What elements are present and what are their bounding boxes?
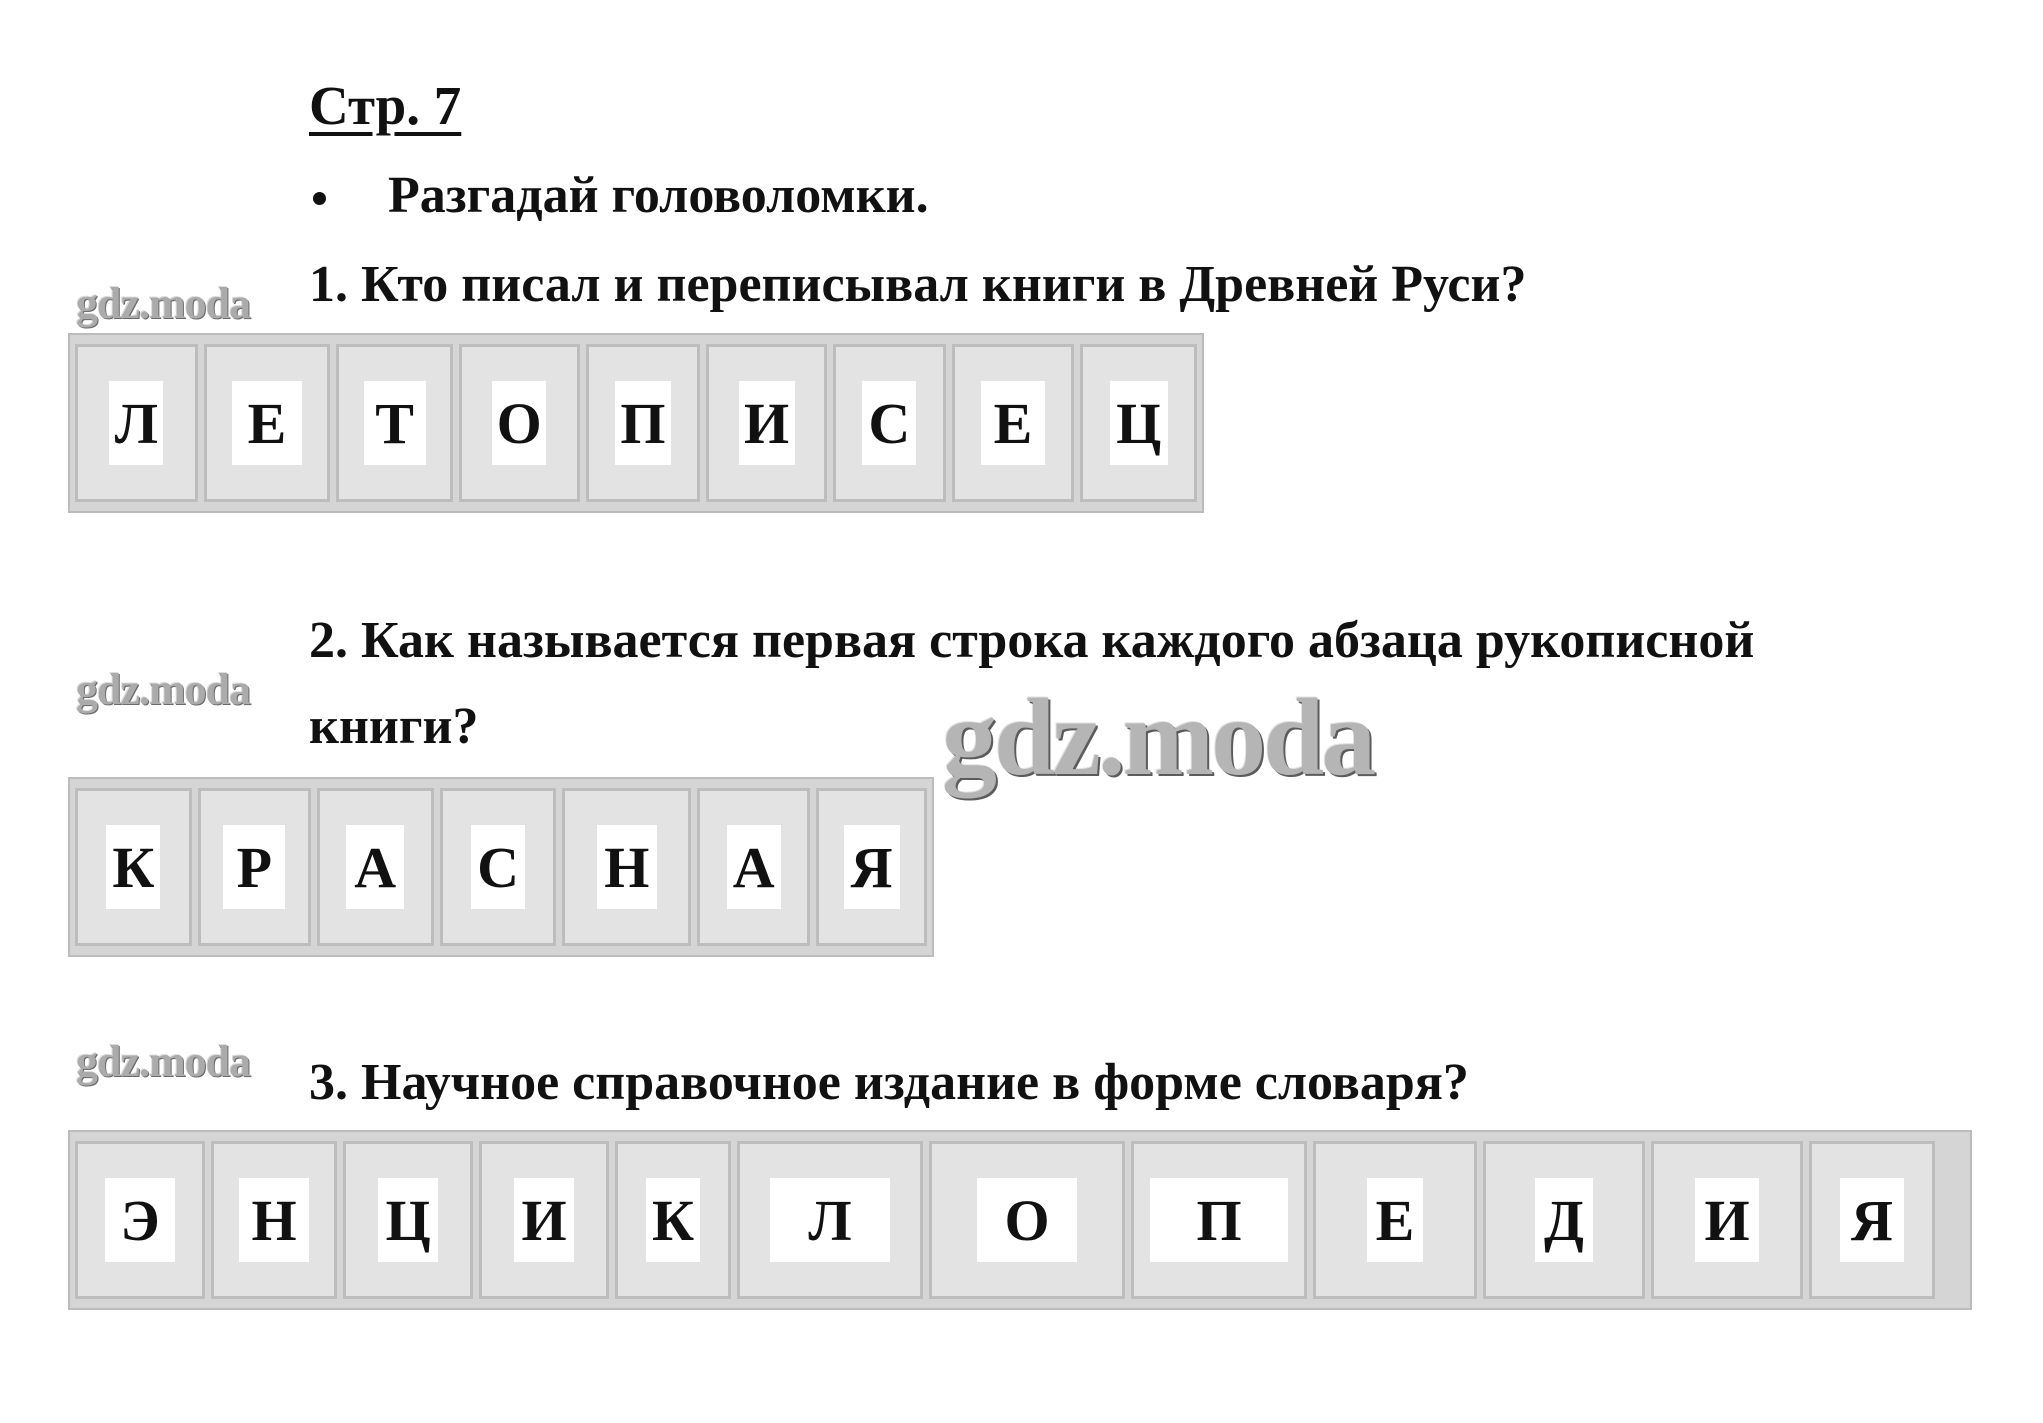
answer-cell	[317, 788, 434, 946]
answer-letter: Е	[232, 381, 302, 465]
answer-cell	[1080, 344, 1197, 502]
answer-strip-1	[68, 333, 1204, 513]
answer-cell	[343, 1141, 473, 1299]
answer-cell	[211, 1141, 337, 1299]
answer-cell	[459, 344, 580, 502]
answer-cell	[1313, 1141, 1477, 1299]
answer-cell	[1131, 1141, 1307, 1299]
answer-letter: А	[727, 825, 781, 909]
watermark: gdz.moda	[76, 279, 251, 328]
answer-letter: Ц	[378, 1178, 438, 1262]
answer-cell	[75, 1141, 205, 1299]
answer-letter: Ц	[1110, 381, 1168, 465]
answer-strip-2	[68, 777, 934, 957]
watermark-large: gdz.moda	[942, 676, 1374, 798]
answer-letter: А	[346, 825, 404, 909]
answer-letter: П	[1150, 1178, 1288, 1262]
answer-letter: И	[1695, 1178, 1759, 1262]
answer-letter: Т	[364, 381, 426, 465]
answer-letter: Э	[105, 1178, 175, 1262]
answer-letter: П	[615, 381, 671, 465]
answer-letter: Н	[597, 825, 657, 909]
answer-cell	[198, 788, 311, 946]
question-3-text: 3. Научное справочное издание в форме словаря?	[309, 1054, 1469, 1111]
answer-cell	[204, 344, 331, 502]
answer-cell	[706, 344, 827, 502]
answer-letter: К	[106, 825, 160, 909]
answer-letter: Д	[1535, 1178, 1593, 1262]
answer-cell	[336, 344, 453, 502]
answer-cell	[929, 1141, 1125, 1299]
answer-cell	[816, 788, 927, 946]
answer-letter: О	[492, 381, 546, 465]
answer-cell	[615, 1141, 731, 1299]
answer-strip-3	[68, 1130, 1972, 1310]
answer-letter: И	[739, 381, 795, 465]
answer-cell	[479, 1141, 609, 1299]
answer-letter: Е	[1367, 1178, 1423, 1262]
answer-letter: Л	[109, 381, 163, 465]
answer-letter: О	[977, 1178, 1077, 1262]
answer-letter: Л	[770, 1178, 890, 1262]
question-1-text: 1. Кто писал и переписывал книги в Древней Руси?	[309, 256, 1527, 313]
answer-letter: С	[471, 825, 525, 909]
page-heading: Стр. 7	[309, 75, 462, 136]
answer-letter: И	[514, 1178, 574, 1262]
answer-cell	[562, 788, 691, 946]
answer-cell	[75, 788, 192, 946]
answer-cell	[1809, 1141, 1935, 1299]
answer-letter: Я	[1840, 1178, 1904, 1262]
answer-cell	[833, 344, 946, 502]
answer-letter: Я	[844, 825, 900, 909]
answer-cell	[586, 344, 701, 502]
watermark: gdz.moda	[76, 1037, 251, 1086]
question-2-line-2: книги?	[309, 698, 479, 755]
answer-cell	[1483, 1141, 1645, 1299]
question-2-text	[309, 598, 1754, 770]
answer-cell	[737, 1141, 923, 1299]
answer-letter: Н	[239, 1178, 309, 1262]
answer-cell	[440, 788, 557, 946]
answer-cell	[1651, 1141, 1803, 1299]
answer-cell	[952, 344, 1075, 502]
answer-letter: Е	[981, 381, 1045, 465]
question-2-line-1: 2. Как называется первая строка каждого абзаца рукописной	[309, 612, 1755, 669]
instruction-text: Разгадай головоломки.	[388, 167, 929, 224]
answer-letter: Р	[223, 825, 285, 909]
watermark: gdz.moda	[76, 665, 251, 714]
bullet-icon	[313, 192, 326, 205]
answer-cell	[697, 788, 810, 946]
answer-letter: С	[862, 381, 916, 465]
answer-cell	[75, 344, 198, 502]
answer-letter: К	[646, 1178, 700, 1262]
